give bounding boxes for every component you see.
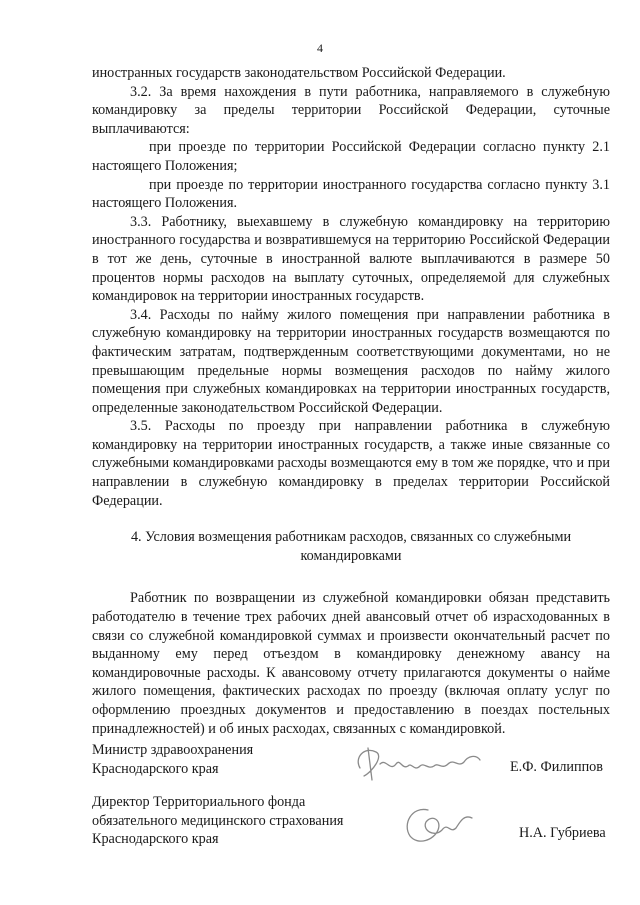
paragraph-3-2: 3.2. За время нахождения в пути работника, направляемого в служебную командировку за пределы территории Российской Федерации, суточные выплачиваются: — [92, 83, 610, 137]
signatory-1-name: Е.Ф. Филиппов — [510, 759, 603, 775]
signatory-1-line-1: Министр здравоохранения — [92, 742, 254, 758]
signature-1 — [350, 738, 490, 788]
paragraph-continuation: иностранных государств законодательством Российской Федерации. — [92, 65, 506, 81]
signatory-1-title — [92, 741, 253, 778]
paragraph-3-5: 3.5. Расходы по проезду при направлении работника в служебную командировку на территории иностранных государств, а также иные связанные со служебными командировками расходы возмещаются ему в том же порядке, что и при направлении в служебную командировку в пределах территории Российской Федерации. — [92, 418, 610, 509]
signatory-2-name: Н.А. Губриева — [519, 825, 606, 841]
signatory-2-title — [92, 793, 343, 849]
signatory-2-line-3: Краснодарского края — [92, 831, 219, 848]
signatory-1-line-2: Краснодарского края — [92, 760, 219, 777]
signatory-2-line-1: Директор Территориального фонда — [92, 794, 306, 810]
paragraph-3-2-item-2: при проезде по территории иностранного государства согласно пункту 3.1 настоящего Положения. — [92, 176, 610, 212]
paragraph-3-2-item-1: при проезде по территории Российской Федерации согласно пункту 2.1 настоящего Положения; — [92, 139, 610, 174]
paragraph-3-4: 3.4. Расходы по найму жилого помещения при направлении работника в служебную командировку на территории иностранных государств возмещаются по фактическим затратам, подтвержденным соответствующими документами, но не превышающим предельные нормы возмещения расходов по найму жилого помещения при служебных командировках на территории иностранных государств, определенные законодательством Российской Федерации. — [92, 306, 610, 416]
paragraph-4: Работник по возвращении из служебной командировки обязан представить работодателю в течение трех рабочих дней авансовый отчет об израсходованных в связи со служебной командировкой суммах и произвести окончательный расчет по выданному ему перед отъездом в командировку денежному авансу на командировочные расходы. К авансовому отчету прилагаются документы о найме жилого помещения, фактических расходах по проезду (включая оплату услуг по оформлению проездных документов и предоставлению в поездах постельных принадлежностей) и об иных расходах, связанных с командировкой. — [92, 590, 610, 737]
signature-2 — [398, 800, 478, 850]
signatory-2-line-2: обязательного медицинского страхования — [92, 812, 344, 829]
paragraph-3-3: 3.3. Работнику, выехавшему в служебную командировку на территорию иностранного государства и возвратившемуся на территорию Российской Федерации в тот же день, суточные в иностранной валюте выплачиваются в размере 50 процентов нормы расходов на выплату суточных, определяемой для служебных командировок на территории иностранных государств. — [92, 213, 610, 305]
document-body — [92, 64, 610, 738]
page-number: 4 — [317, 41, 323, 55]
section-heading: 4. Условия возмещения работникам расходов, связанных со служебными командировками — [130, 529, 572, 564]
